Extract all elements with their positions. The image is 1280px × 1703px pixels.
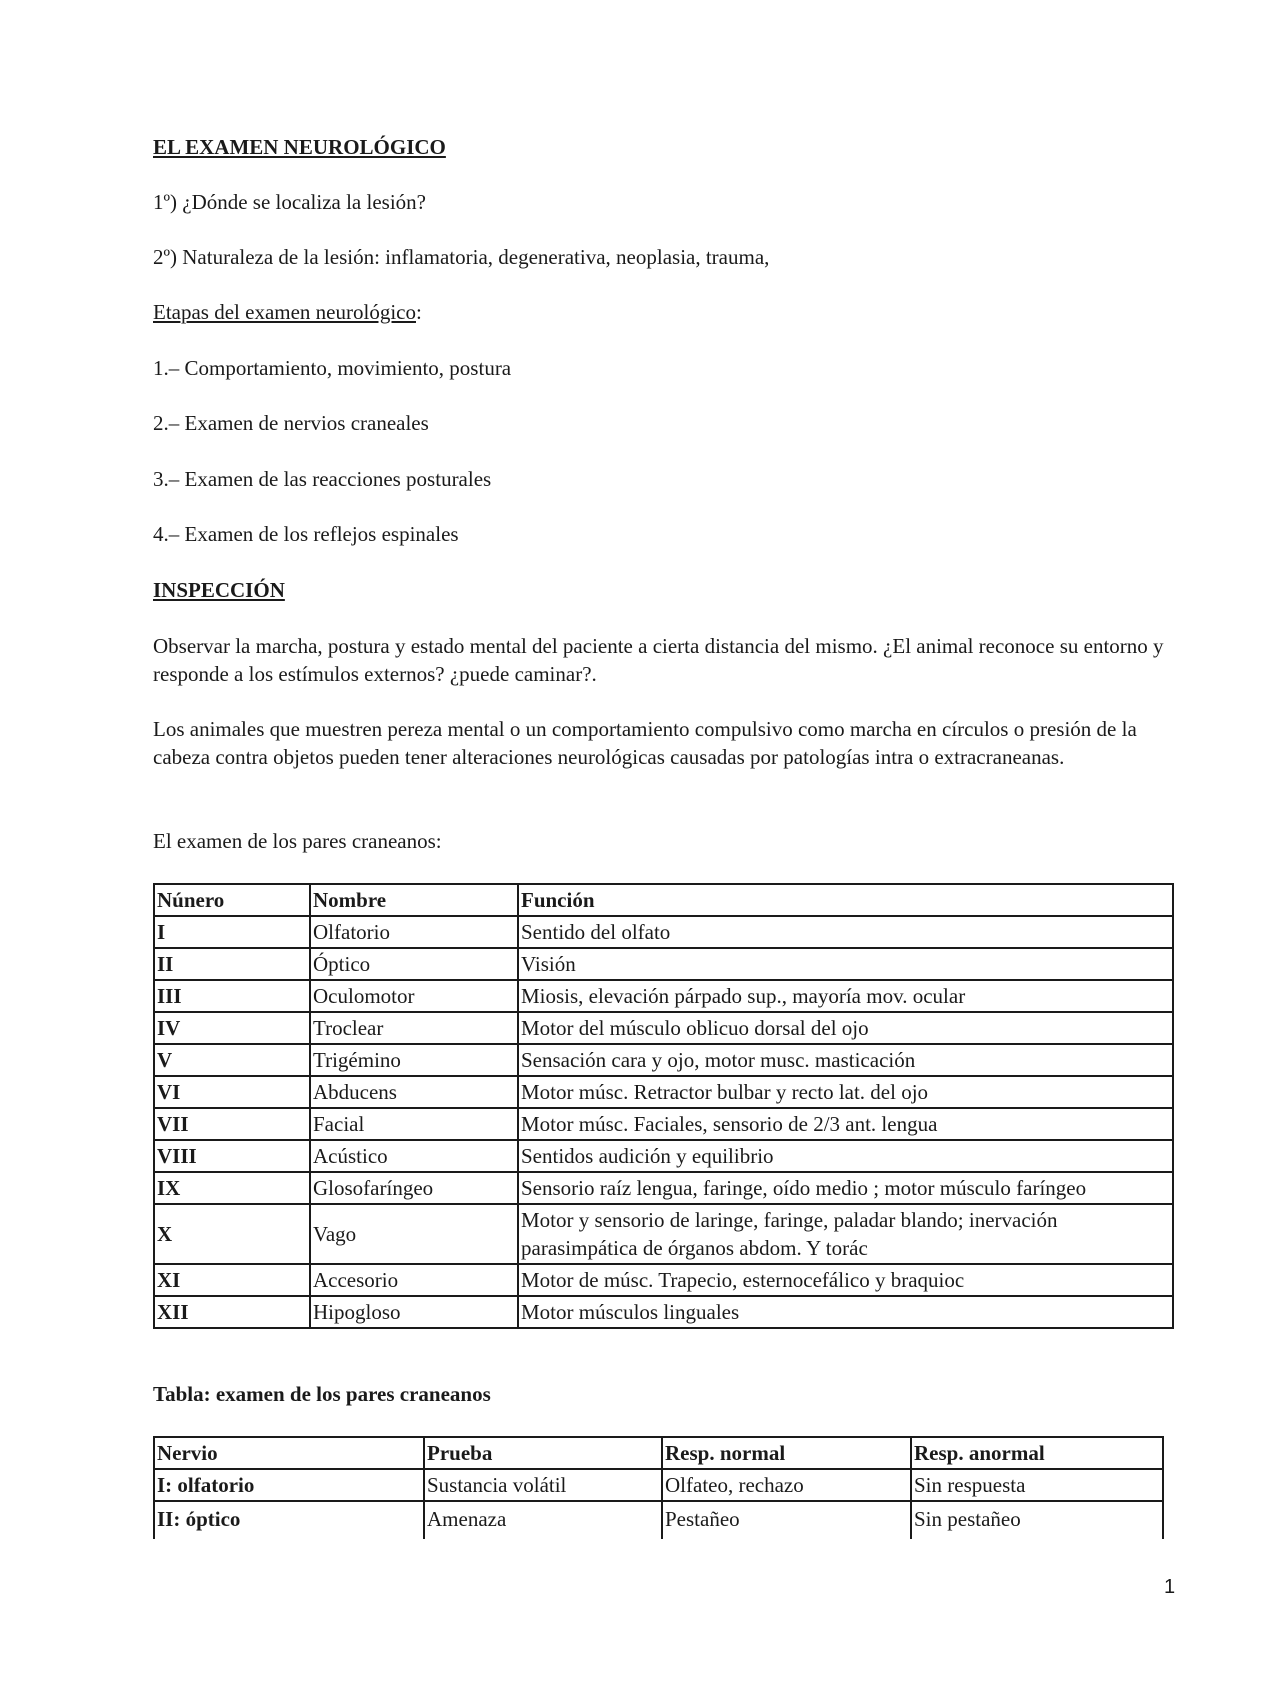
nerve-name: Óptico <box>310 948 518 980</box>
header-cell-nerve: Nervio <box>154 1437 424 1469</box>
table-row <box>154 1012 1173 1044</box>
table-row <box>154 1172 1173 1204</box>
nerve-function: Sentido del olfato <box>518 916 1173 948</box>
nerve-name: Accesorio <box>310 1264 518 1296</box>
exam-nerve: I: olfatorio <box>154 1469 424 1501</box>
table-row <box>154 1469 1163 1501</box>
header-cell-abnormal-response: Resp. anormal <box>911 1437 1163 1469</box>
nerve-function: Sensorio raíz lengua, faringe, oído medio ; motor músculo faríngeo <box>518 1172 1173 1204</box>
exam-normal-response: Olfateo, rechazo <box>662 1469 911 1501</box>
header-cell-number: Núnero <box>154 884 310 916</box>
table-row <box>154 1044 1173 1076</box>
exam-nerve: II: óptico <box>154 1501 424 1539</box>
stage-item: 1.– Comportamiento, movimiento, postura <box>153 356 512 380</box>
nerve-exam-table <box>153 1436 1164 1539</box>
header-cell-function: Función <box>518 884 1173 916</box>
nerve-function: Visión <box>518 948 1173 980</box>
nerve-number: X <box>154 1204 310 1264</box>
nerve-number: XII <box>154 1296 310 1328</box>
table-header-row <box>154 1437 1163 1469</box>
page-number: 1 <box>1164 1576 1176 1598</box>
nerve-name: Oculomotor <box>310 980 518 1012</box>
nerve-function: Sentidos audición y equilibrio <box>518 1140 1173 1172</box>
table-row <box>154 1264 1173 1296</box>
table-row <box>154 1076 1173 1108</box>
cranial-nerves-table <box>153 883 1174 1329</box>
table-row <box>154 1296 1173 1328</box>
nerve-number: VIII <box>154 1140 310 1172</box>
stages-heading-colon: : <box>415 300 422 324</box>
nerve-name: Trigémino <box>310 1044 518 1076</box>
nerve-function: Motor músc. Faciales, sensorio de 2/3 ant. lengua <box>518 1108 1173 1140</box>
exam-abnormal-response: Sin pestañeo <box>911 1501 1163 1539</box>
header-cell-test: Prueba <box>424 1437 662 1469</box>
table-row <box>154 980 1173 1012</box>
nerve-name: Acústico <box>310 1140 518 1172</box>
table-row <box>154 1204 1173 1264</box>
inspection-paragraph-1: Observar la marcha, postura y estado mental del paciente a cierta distancia del mismo. ¿El animal reconoce su entorno y responde a los estímulos externos? ¿puede caminar?. <box>153 634 1164 686</box>
nerve-function: Sensación cara y ojo, motor musc. masticación <box>518 1044 1173 1076</box>
stages-heading <box>153 298 422 326</box>
table-row <box>154 1501 1163 1539</box>
exam-test: Amenaza <box>424 1501 662 1539</box>
nerve-number: V <box>154 1044 310 1076</box>
nerve-function: Miosis, elevación párpado sup., mayoría mov. ocular <box>518 980 1173 1012</box>
table-row <box>154 948 1173 980</box>
nerve-name: Hipogloso <box>310 1296 518 1328</box>
question-2: 2º) Naturaleza de la lesión: inflamatoria, degenerativa, neoplasia, trauma, <box>153 245 770 269</box>
table-row <box>154 1108 1173 1140</box>
question-1: 1º) ¿Dónde se localiza la lesión? <box>153 190 426 214</box>
stage-item: 4.– Examen de los reflejos espinales <box>153 522 459 546</box>
stage-item: 2.– Examen de nervios craneales <box>153 411 429 435</box>
nerve-number: VI <box>154 1076 310 1108</box>
nerve-name: Facial <box>310 1108 518 1140</box>
nerve-function: Motor y sensorio de laringe, faringe, paladar blando; inervación parasimpática de órganos abdom. Y torác <box>518 1204 1173 1264</box>
nerve-number: III <box>154 980 310 1012</box>
nerve-function: Motor de músc. Trapecio, esternocefálico y braquioc <box>518 1264 1173 1296</box>
nerve-number: XI <box>154 1264 310 1296</box>
exam-normal-response: Pestañeo <box>662 1501 911 1539</box>
nerve-name: Vago <box>310 1204 518 1264</box>
header-cell-name: Nombre <box>310 884 518 916</box>
exam-abnormal-response: Sin respuesta <box>911 1469 1163 1501</box>
nerve-name: Olfatorio <box>310 916 518 948</box>
nerve-number: VII <box>154 1108 310 1140</box>
nerve-name: Glosofaríngeo <box>310 1172 518 1204</box>
stage-item: 3.– Examen de las reacciones posturales <box>153 467 492 491</box>
nerve-function: Motor músc. Retractor bulbar y recto lat. del ojo <box>518 1076 1173 1108</box>
header-cell-normal-response: Resp. normal <box>662 1437 911 1469</box>
nerve-number: II <box>154 948 310 980</box>
nerve-name: Troclear <box>310 1012 518 1044</box>
table-header-row <box>154 884 1173 916</box>
nerve-function: Motor músculos linguales <box>518 1296 1173 1328</box>
nerve-name: Abducens <box>310 1076 518 1108</box>
pairs-intro: El examen de los pares craneanos: <box>153 829 442 853</box>
table-caption: Tabla: examen de los pares craneanos <box>153 1382 491 1406</box>
nerve-function: Motor del músculo oblicuo dorsal del ojo <box>518 1012 1173 1044</box>
stages-heading-text: Etapas del examen neurológico <box>153 300 416 324</box>
exam-test: Sustancia volátil <box>424 1469 662 1501</box>
document-title: EL EXAMEN NEUROLÓGICO <box>153 135 446 159</box>
table-row <box>154 1140 1173 1172</box>
nerve-number: IV <box>154 1012 310 1044</box>
nerve-number: I <box>154 916 310 948</box>
inspection-heading: INSPECCIÓN <box>153 578 285 602</box>
nerve-number: IX <box>154 1172 310 1204</box>
table-row <box>154 916 1173 948</box>
inspection-paragraph-2: Los animales que muestren pereza mental o un comportamiento compulsivo como marcha en círculos o presión de la cabeza contra objetos pueden tener alteraciones neurológicas causadas por patologías intra o extracraneanas. <box>153 717 1137 769</box>
